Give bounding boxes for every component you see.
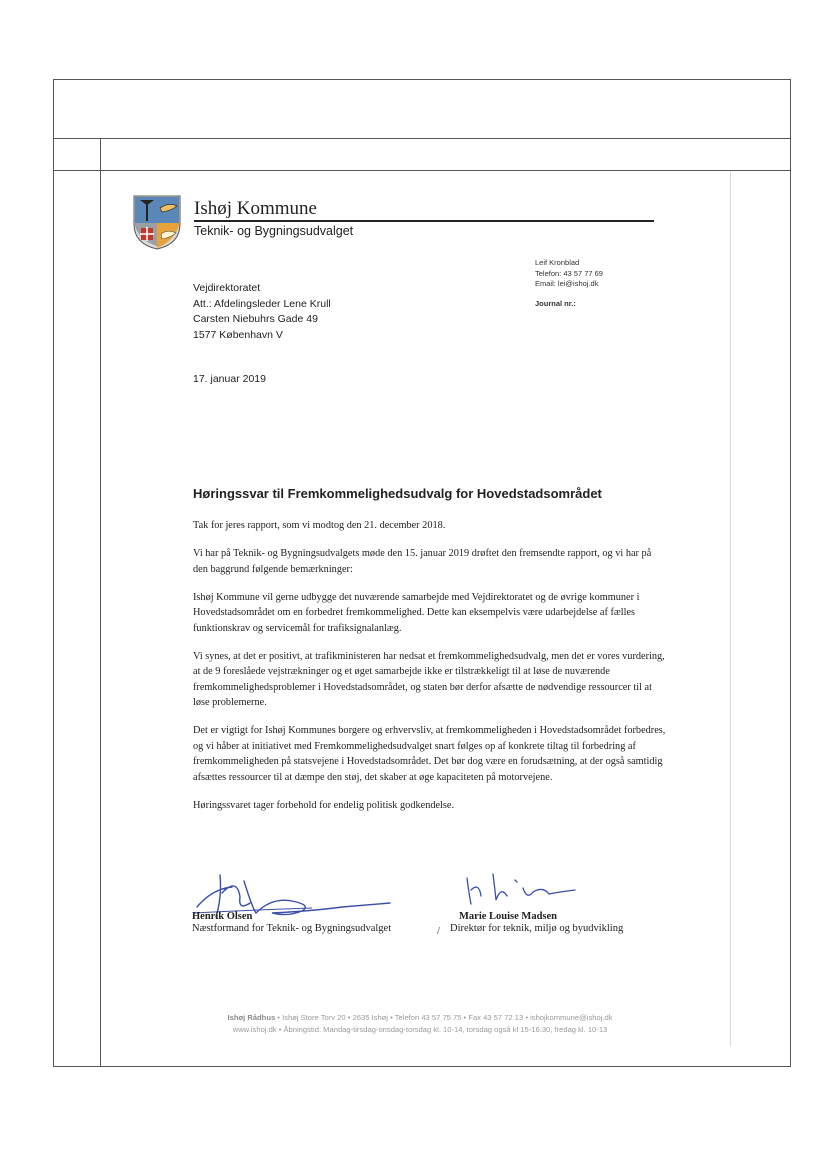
footer-line-1 bbox=[140, 1012, 700, 1024]
sender-name: Leif Kronblad bbox=[535, 258, 580, 267]
letter-footer bbox=[140, 1012, 700, 1036]
recipient-line: Vejdirektoratet bbox=[193, 282, 261, 294]
recipient-line: 1577 København V bbox=[193, 328, 283, 341]
footer-contact: • Ishøj Store Torv 20 • 2635 Ishøj • Telefon 43 57 75 75 • Fax 43 57 72 13 • ishojkommune@ishoj.dk bbox=[275, 1013, 613, 1022]
letter-subject: Høringssvar til Fremkommelighedsudvalg for Hovedstadsområdet bbox=[193, 486, 602, 501]
letter-body bbox=[193, 518, 668, 826]
footer-line-2: www.ishoj.dk • Åbningstid: Mandag-tirsdag-onsdag-torsdag kl. 10-14, torsdag også kl 15-16.30, fredag kl. 10-13 bbox=[232, 1025, 608, 1034]
body-paragraph: Høringssvaret tager forbehold for endelig politisk godkendelse. bbox=[193, 799, 455, 811]
recipient-address bbox=[193, 281, 331, 343]
body-paragraph: Ishøj Kommune vil gerne udbygge det nuværende samarbejde med Vejdirektoratet og de øvrige kommuner i Hovedstadsområdet om en forbedret fremkommelighed. Dette kan eksempelvis være udarbejdelse af fælles funktionskrav og servicemål for trafiksignalanlæg. bbox=[193, 591, 640, 634]
sender-email: Email: lei@ishoj.dk bbox=[535, 279, 599, 288]
header-rule bbox=[194, 220, 654, 222]
organization-department: Teknik- og Bygningsudvalget bbox=[194, 224, 354, 238]
coat-of-arms-icon bbox=[132, 194, 182, 250]
form-column-divider bbox=[100, 138, 101, 1067]
recipient-line: Att.: Afdelingsleder Lene Krull bbox=[193, 297, 331, 310]
sender-phone: Telefon: 43 57 77 69 bbox=[535, 268, 603, 278]
body-paragraph: Det er vigtigt for Ishøj Kommunes borgere og erhvervsliv, at fremkommeligheden i Hovedstadsområdet forbedres, og vi håber at initiativet med Fremkommelighedsudvalget snart følges op af konkrete tiltag til forbedring af fremkommeligheden på statsvejene i Hovedstadsområdet. Det bør dog være en forudsætning, at der også samtidig afsættes ressourcer til at dæmpe den støj, det skaber at øge kapaciteten på motorvejene. bbox=[193, 725, 666, 783]
body-paragraph: Vi synes, at det er positivt, at trafikministeren har nedsat et fremkommelighedsudvalg, men det er vores vurdering, at de 9 foreslåede vejstrækninger og et øget samarbejde ikke er tilstrækkeligt til at løse de nuværende fremkommelighedsproblemer i Hovedstadsområdet, og staten bør derfor afsætte de nødvendige ressourcer til at løse problemerne. bbox=[193, 650, 665, 708]
organization-name: Ishøj Kommune bbox=[194, 198, 317, 219]
signature-marie-louise-madsen bbox=[463, 870, 583, 910]
signatory-separator: / bbox=[437, 926, 440, 937]
sender-block bbox=[535, 258, 603, 309]
signatory-role: Direktør for teknik, miljø og byudvikling bbox=[450, 923, 624, 934]
signatory-name: Henrik Olsen bbox=[192, 911, 253, 922]
form-row-divider bbox=[53, 170, 791, 171]
footer-org: Ishøj Rådhus bbox=[227, 1013, 276, 1022]
signatory-role: Næstformand for Teknik- og Bygningsudvalget bbox=[192, 923, 392, 934]
signatory-1 bbox=[192, 911, 391, 934]
signatory-2 bbox=[450, 911, 623, 934]
letter-edge bbox=[730, 172, 731, 1046]
recipient-line: Carsten Niebuhrs Gade 49 bbox=[193, 313, 318, 325]
letter-date: 17. januar 2019 bbox=[193, 373, 266, 385]
body-paragraph: Tak for jeres rapport, som vi modtog den 21. december 2018. bbox=[193, 520, 446, 531]
form-row-divider bbox=[53, 138, 791, 139]
body-paragraph: Vi har på Teknik- og Bygningsudvalgets møde den 15. januar 2019 drøftet den fremsendte rapport, og vi har på den baggrund følgende bemærkninger: bbox=[193, 548, 652, 575]
signatory-name: Marie Louise Madsen bbox=[459, 911, 557, 922]
journal-number: Journal nr.: bbox=[535, 298, 576, 308]
